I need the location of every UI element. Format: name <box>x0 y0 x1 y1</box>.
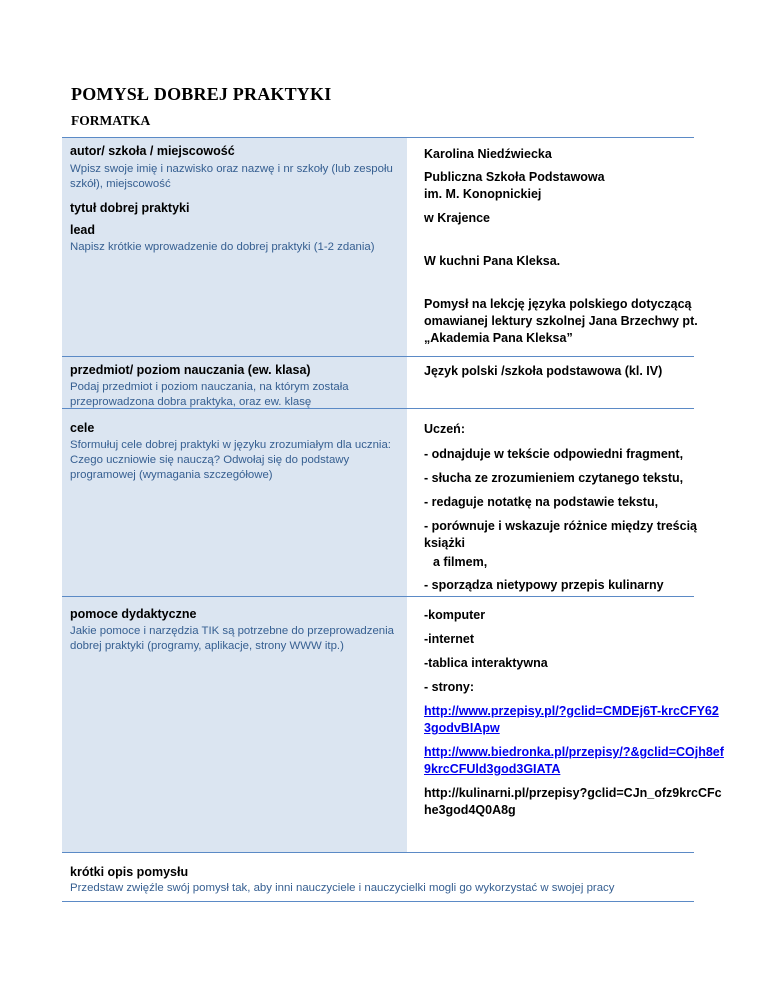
subject-hint: Podaj przedmiot i poziom nauczania, na którym została przeprowadzona dobra praktyka, oraz ew. klasę <box>70 381 349 408</box>
document-subtitle: FORMATKA <box>71 113 151 128</box>
goal-item: - odnajduje w tekście odpowiedni fragment, <box>424 447 684 461</box>
subject-label: przedmiot/ poziom nauczania (ew. klasa) <box>70 363 311 377</box>
author-left-cell <box>62 138 407 357</box>
aids-hint: Jakie pomoce i narzędzia TIK są potrzebne do przeprowadzenia dobrej praktyki (programy, aplikacje, strony WWW itp.) <box>70 625 394 652</box>
aids-left-cell <box>62 597 407 853</box>
description-hint: Przedstaw zwięźle swój pomysł tak, aby inni nauczyciele i nauczycielki mogli go wykorzystać w swojej pracy <box>70 882 615 894</box>
recipe-link-przepisy[interactable]: http://www.przepisy.pl/?gclid=CMDEj6T-krcCFY623godvBIApw <box>424 704 719 735</box>
document-title: POMYSŁ DOBREJ PRAKTYKI <box>71 84 332 104</box>
goals-hint: Sformułuj cele dobrej praktyki w języku zrozumiałym dla ucznia: Czego uczniowie się nauczą? Odwołaj się do podstawy programowej (wymagania szczegółowe) <box>70 439 391 481</box>
town: w Krajence <box>424 211 491 225</box>
aid-item: - strony: <box>424 680 474 694</box>
aids-row <box>62 596 724 853</box>
subject-row <box>62 356 694 409</box>
goals-left-cell <box>62 409 407 597</box>
goal-item: - sporządza nietypowy przepis kulinarny <box>424 578 664 592</box>
subject-value: Język polski /szkoła podstawowa (kl. IV) <box>424 364 663 378</box>
aids-label: pomoce dydaktyczne <box>70 607 197 621</box>
description-row <box>62 852 694 902</box>
goals-label: cele <box>70 421 95 435</box>
author-name: Karolina Niedźwiecka <box>424 147 552 161</box>
practice-title: W kuchni Pana Kleksa. <box>424 254 561 268</box>
goals-intro: Uczeń: <box>424 422 465 436</box>
goals-row <box>62 408 697 597</box>
school-name-line1: Publiczna Szkoła Podstawowa <box>424 170 605 184</box>
author-row <box>62 137 698 357</box>
recipe-url-kulinarni: http://kulinarni.pl/przepisy?gclid=CJn_ofz9krcCFche3god4Q0A8g <box>424 786 722 817</box>
aid-item: -tablica interaktywna <box>424 656 548 670</box>
aid-item: -komputer <box>424 608 486 622</box>
recipe-link-biedronka[interactable]: http://www.biedronka.pl/przepisy/?&gclid=COjh8ef9krcCFUld3god3GIATA <box>424 745 724 776</box>
goal-item: - redaguje notatkę na podstawie tekstu, <box>424 495 659 509</box>
lead-hint: Napisz krótkie wprowadzenie do dobrej praktyki (1-2 zdania) <box>70 241 375 253</box>
lead-text: Pomysł na lekcję języka polskiego dotyczącą omawianej lektury szkolnej Jana Brzechwy pt. „Akademia Pana Kleksa” <box>424 297 698 345</box>
goal-item: - słucha ze zrozumieniem czytanego tekstu, <box>424 471 684 485</box>
lead-label: lead <box>70 223 96 237</box>
school-name-line2: im. M. Konopnickiej <box>424 187 542 201</box>
goal-item: - porównuje i wskazuje różnice między treścią książki <box>424 519 697 550</box>
practice-title-label: tytuł dobrej praktyki <box>70 201 190 215</box>
description-label: krótki opis pomysłu <box>70 865 189 879</box>
goal-item: a filmem, <box>433 555 488 569</box>
author-hint: Wpisz swoje imię i nazwisko oraz nazwę i nr szkoły (lub zespołu szkół), miejscowość <box>70 163 393 190</box>
subject-left-cell <box>62 357 407 409</box>
author-label: autor/ szkoła / miejscowość <box>70 144 235 158</box>
aid-item: -internet <box>424 632 474 646</box>
